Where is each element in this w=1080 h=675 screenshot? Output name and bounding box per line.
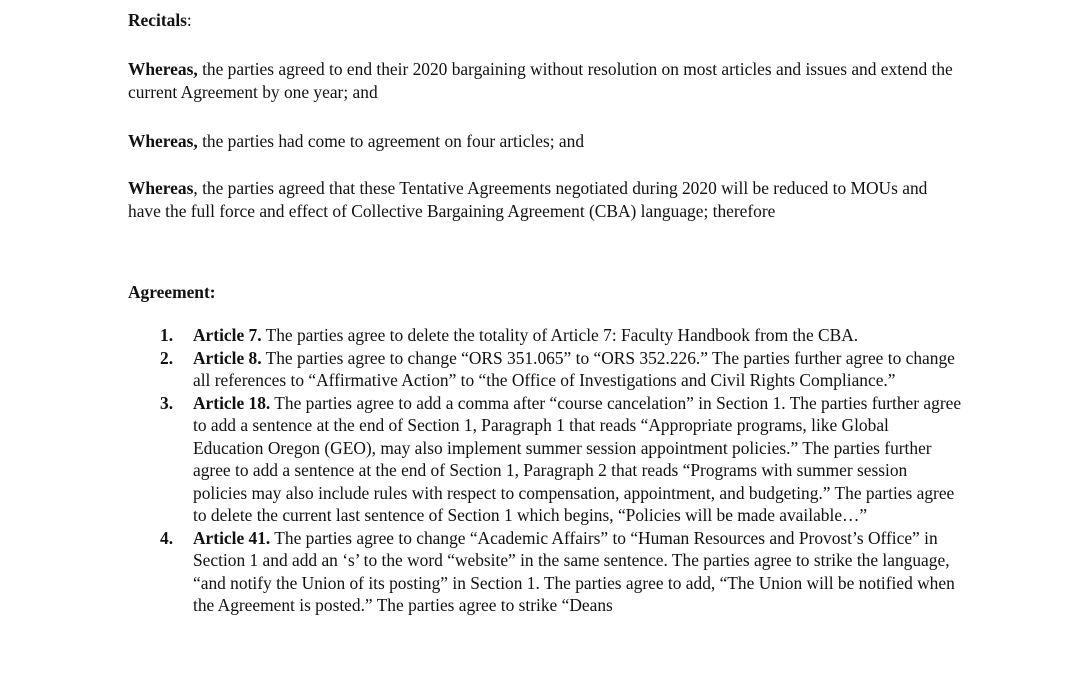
whereas-text: the parties agreed to end their 2020 bargaining without resolution on most articles and issues and extend the current Agreement by one year; and xyxy=(128,59,953,102)
article-label: Article 18. xyxy=(193,392,271,413)
whereas-paragraph-3 xyxy=(128,177,958,222)
article-label: Article 7. xyxy=(193,325,262,345)
whereas-text: , the parties agreed that these Tentative Agreements negotiated during 2020 will be reduced to MOUs and have the full force and effect of Collective Bargaining Agreement (CBA) language; therefore xyxy=(128,178,928,221)
article-label: Article 8. xyxy=(193,347,262,368)
item-text: The parties agree to delete the totality of Article 7: Faculty Handbook from the CBA. xyxy=(261,325,859,345)
list-item xyxy=(160,392,963,527)
list-item xyxy=(160,347,963,392)
list-item xyxy=(160,527,963,617)
agreement-list xyxy=(160,324,963,617)
item-number: 4. xyxy=(160,527,174,548)
recitals-colon: : xyxy=(186,10,192,30)
agreement-heading: Agreement: xyxy=(128,282,216,302)
whereas-text: the parties had come to agreement on four articles; and xyxy=(197,131,585,151)
item-number: 1. xyxy=(160,325,174,345)
whereas-lead: Whereas xyxy=(128,178,194,198)
article-label: Article 41. xyxy=(193,527,271,548)
item-text: The parties agree to add a comma after “course cancelation” in Section 1. The parties further agree to add a sentence at the end of Section 1, Paragraph 1 that reads “Appropriate programs, like Global Education Oregon (GEO), may also implement summer session appointment policies.” The parties further agree to add a sentence at the end of Section 1, Paragraph 2 that reads “Programs with summer session policies may also include rules with respect to compensation, appointment, and budgeting.” The parties agree to delete the current last sentence of Section 1 which begins, “Policies will be made available…” xyxy=(193,392,962,525)
item-number: 2. xyxy=(160,347,174,368)
recitals-heading: Recitals: xyxy=(128,10,192,30)
whereas-paragraph-1 xyxy=(128,58,958,103)
item-text: The parties agree to change “Academic Affairs” to “Human Resources and Provost’s Office” in Section 1 and add an ‘s’ to the word “website” in the same sentence. The parties agree to strike the language, “and notify the Union of its posting” in Section 1. The parties agree to add, “The Union will be notified when the Agreement is posted.” The parties agree to strike “Deans xyxy=(193,527,955,615)
whereas-paragraph-2 xyxy=(128,130,958,153)
whereas-lead: Whereas, xyxy=(128,131,198,151)
item-number: 3. xyxy=(160,392,174,413)
list-item xyxy=(160,324,963,347)
whereas-lead: Whereas, xyxy=(128,59,198,79)
item-text: The parties agree to change “ORS 351.065” to “ORS 352.226.” The parties further agree to change all references to “Affirmative Action” to “the Office of Investigations and Civil Rights Compliance.” xyxy=(193,347,955,390)
